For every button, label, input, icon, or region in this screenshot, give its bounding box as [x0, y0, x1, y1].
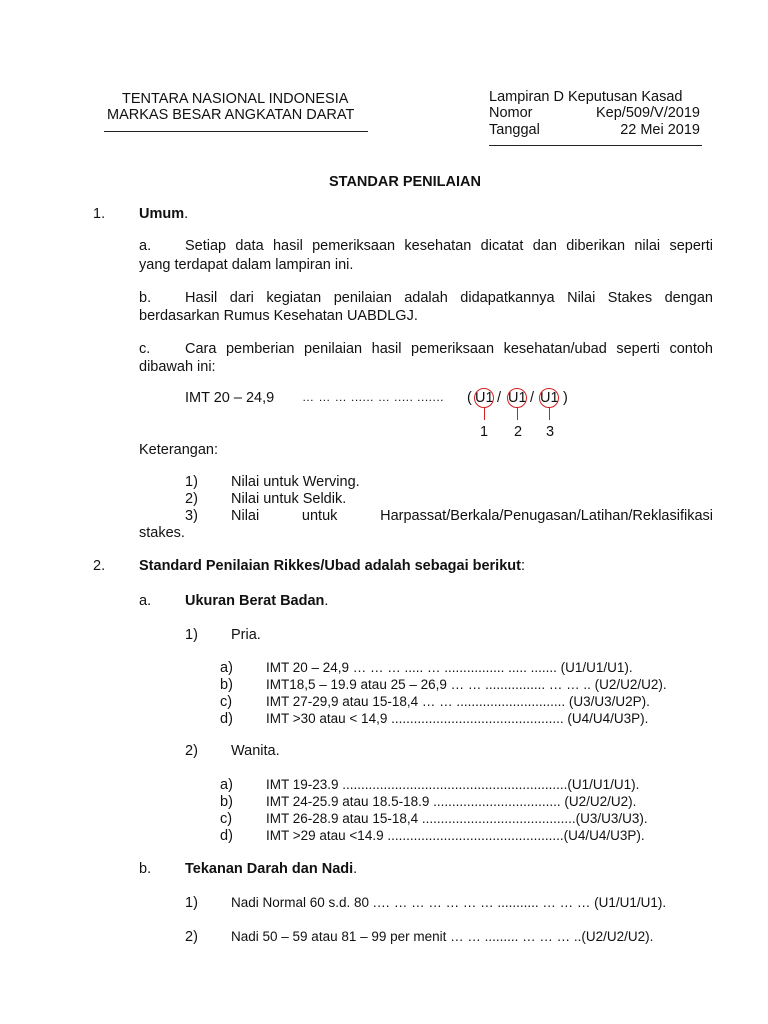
pria-marker: 1) [185, 627, 198, 643]
list-item-marker: d) [220, 828, 233, 844]
section2-a-marker: a. [139, 593, 152, 609]
list-item-marker: 2) [185, 929, 198, 945]
section1-a-line1: Setiap data hasil pemeriksaan kesehatan dicatat dan diberikan nilai seperti [185, 238, 713, 254]
example-dots: … … … ...... … ..... ....... [302, 390, 445, 404]
header-lampiran: Lampiran D Keputusan Kasad [489, 89, 683, 105]
section1-b-line1: Hasil dari kegiatan penilaian adalah didapatkannya Nilai Stakes dengan [185, 290, 713, 306]
note-continuation: stakes. [139, 525, 185, 541]
example-pointer-1 [484, 408, 485, 420]
section1-a-marker: a. [139, 238, 152, 254]
header-tanggal-value: 22 Mei 2019 [620, 122, 700, 138]
example-u-harpassat: U1 [540, 390, 559, 406]
section2-b-heading-text: Tekanan Darah dan Nadi [185, 861, 354, 877]
section2-b-marker: b. [139, 861, 152, 877]
list-item-text: IMT 19-23.9 ............................................................(U1/U1/U1). [266, 777, 640, 792]
list-item-text: IMT18,5 – 19.9 atau 25 – 26,9 … … ................ … … .. (U2/U2/U2). [266, 677, 667, 692]
list-item-marker: 1) [185, 895, 198, 911]
example-open-paren: ( [467, 390, 472, 406]
note-text: Nilai untuk Seldik. [231, 491, 347, 507]
header-org-line2: MARKAS BESAR ANGKATAN DARAT [107, 107, 355, 123]
header-right-underline [489, 145, 702, 146]
wanita-marker: 2) [185, 743, 198, 759]
section1-c-line2: dibawah ini: [139, 359, 216, 375]
section2-a-heading: Ukuran Berat Badan. [185, 593, 329, 609]
section2-heading [139, 558, 525, 574]
note-text: Nilai untuk Werving. [231, 474, 360, 490]
section1-number: 1. [93, 206, 106, 222]
section2-a-heading-text: Ukuran Berat Badan [185, 593, 325, 609]
example-slash-1: / [497, 390, 502, 406]
example-pointer-3 [549, 408, 550, 420]
header-tanggal-label: Tanggal [489, 122, 540, 138]
note-marker: 3) [185, 508, 198, 524]
pria-label: Pria. [231, 627, 261, 643]
example-imt: IMT 20 – 24,9 [185, 390, 275, 406]
list-item-text: IMT 20 – 24,9 … … … ..... … ................ ..... ....... (U1/U1/U1). [266, 660, 633, 675]
list-item-marker: a) [220, 660, 233, 676]
section1-c-marker: c. [139, 341, 151, 357]
list-item-text: Nadi 50 – 59 atau 81 – 99 per menit … … ......... … … … ..(U2/U2/U2). [231, 929, 654, 944]
section1-c-line1: Cara pemberian penilaian hasil pemeriksaan kesehatan/ubad seperti contoh [185, 341, 713, 357]
keterangan-label: Keterangan: [139, 442, 219, 458]
example-circle-2 [507, 388, 527, 408]
example-close-paren: ) [563, 390, 568, 406]
list-item-text: IMT 24-25.9 atau 18.5-18.9 .................................. (U2/U2/U2). [266, 794, 637, 809]
note-text: Nilai untuk Harpassat/Berkala/Penugasan/Latihan/Reklasifikasi [231, 508, 713, 524]
list-item-text: IMT 27-29,9 atau 15-18,4 … … ............................. (U3/U3/U2P). [266, 694, 650, 709]
list-item-marker: b) [220, 677, 233, 693]
example-number-1: 1 [480, 424, 489, 440]
section1-a-line2: yang terdapat dalam lampiran ini. [139, 257, 354, 273]
list-item-marker: c) [220, 694, 233, 710]
example-number-2: 2 [514, 424, 523, 440]
section2-b-heading: Tekanan Darah dan Nadi. [185, 861, 358, 877]
section1-b-marker: b. [139, 290, 152, 306]
header-org-line1: TENTARA NASIONAL INDONESIA [122, 91, 349, 107]
header-nomor-label: Nomor [489, 105, 533, 121]
list-item-text: IMT >29 atau <14.9 ...............................................(U4/U4/U3P). [266, 828, 645, 843]
section1-b-line2: berdasarkan Rumus Kesehatan UABDLGJ. [139, 308, 418, 324]
example-circle-3 [539, 388, 559, 408]
section1-heading: Umum. [139, 206, 189, 222]
example-slash-2: / [530, 390, 535, 406]
page-title: STANDAR PENILAIAN [329, 174, 481, 190]
list-item-marker: c) [220, 811, 233, 827]
note-marker: 2) [185, 491, 198, 507]
list-item-marker: a) [220, 777, 233, 793]
list-item-text: Nadi Normal 60 s.d. 80 .… … … … … … … ........... … … … (U1/U1/U1). [231, 895, 667, 910]
list-item-marker: d) [220, 711, 233, 727]
section2-heading-colon: : [520, 558, 525, 574]
wanita-label: Wanita. [231, 743, 280, 759]
section2-number: 2. [93, 558, 106, 574]
example-number-3: 3 [546, 424, 555, 440]
example-circle-1 [474, 388, 494, 408]
note-marker: 1) [185, 474, 198, 490]
example-u-werving: U1 [475, 390, 494, 406]
list-item-text: IMT >30 atau < 14,9 .............................................. (U4/U4/U3P). [266, 711, 649, 726]
list-item-marker: b) [220, 794, 233, 810]
section2-heading-text: Standard Penilaian Rikkes/Ubad adalah sebagai berikut [139, 558, 521, 574]
example-pointer-2 [517, 408, 518, 420]
list-item-text: IMT 26-28.9 atau 15-18,4 .........................................(U3/U3/U3). [266, 811, 648, 826]
header-left-underline [104, 131, 368, 132]
example-u-seldik: U1 [508, 390, 527, 406]
section1-heading-text: Umum [139, 206, 185, 222]
header-nomor-value: Kep/509/V/2019 [595, 105, 700, 121]
